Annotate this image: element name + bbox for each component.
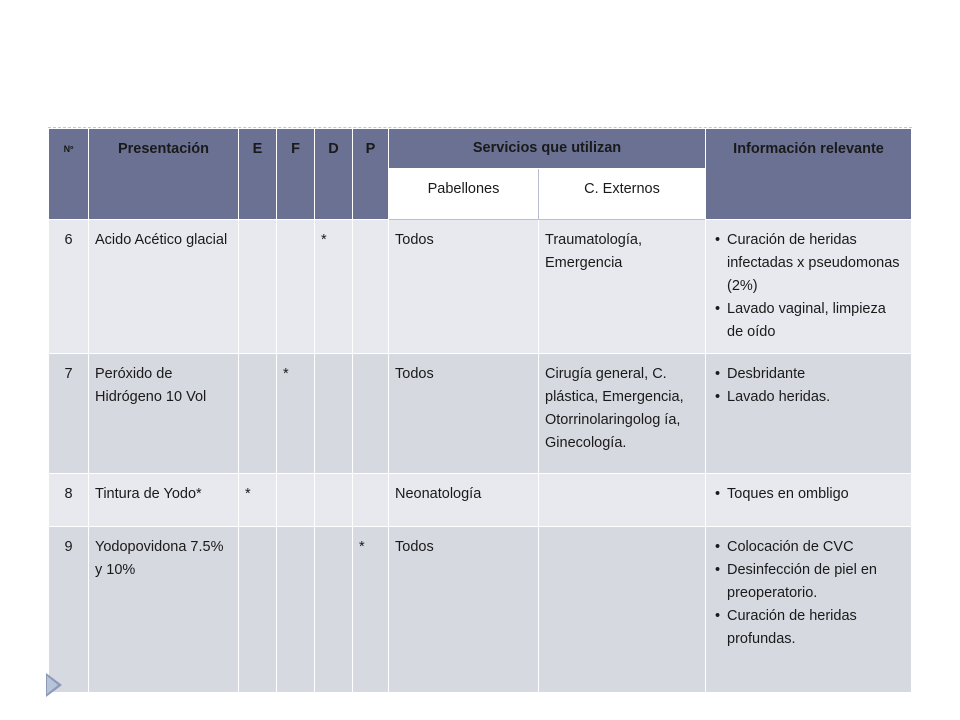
row-externos: Traumatología, Emergencia (539, 220, 706, 354)
header-presentacion: Presentación (89, 129, 239, 220)
row-externos: Cirugía general, C. plástica, Emergencia, Otorrinolaringolog ía, Ginecología. (539, 354, 706, 474)
row-pabellones: Neonatología (389, 474, 539, 527)
next-slide-arrow-icon[interactable] (46, 673, 62, 697)
row-d: * (315, 220, 353, 354)
row-e: * (239, 474, 277, 527)
row-f: * (277, 354, 315, 474)
info-item: • Toques en ombligo (712, 483, 905, 506)
row-num: 8 (49, 474, 89, 527)
info-item: • Lavado heridas. (712, 386, 905, 409)
row-info (706, 220, 912, 354)
row-info (706, 354, 912, 474)
row-num: 7 (49, 354, 89, 474)
row-e (239, 527, 277, 693)
info-item: • Desbridante (712, 363, 905, 386)
table-row (49, 474, 912, 527)
header-pabellones: Pabellones (389, 169, 539, 220)
row-num: 9 (49, 527, 89, 693)
info-item: • Lavado vaginal, limpieza de oído (712, 298, 905, 344)
info-item: • Curación de heridas profundas. (712, 605, 905, 651)
table-row (49, 220, 912, 354)
header-row (49, 129, 912, 169)
row-presentacion: Acido Acético glacial (89, 220, 239, 354)
table-row (49, 354, 912, 474)
row-e (239, 354, 277, 474)
table-row (49, 527, 912, 693)
row-d (315, 527, 353, 693)
row-pabellones: Todos (389, 220, 539, 354)
row-presentacion: Yodopovidona 7.5% y 10% (89, 527, 239, 693)
header-externos: C. Externos (539, 169, 706, 220)
row-p (353, 220, 389, 354)
row-num: 6 (49, 220, 89, 354)
row-presentacion: Tintura de Yodo* (89, 474, 239, 527)
row-info (706, 527, 912, 693)
row-p (353, 474, 389, 527)
header-p: P (353, 129, 389, 220)
header-info: Información relevante (706, 129, 912, 220)
info-item: • Curación de heridas infectadas x pseudomonas (2%) (712, 229, 905, 298)
header-num: Nº (49, 129, 89, 220)
row-f (277, 474, 315, 527)
header-e: E (239, 129, 277, 220)
row-d (315, 354, 353, 474)
row-pabellones: Todos (389, 354, 539, 474)
row-f (277, 527, 315, 693)
row-presentacion: Peróxido de Hidrógeno 10 Vol (89, 354, 239, 474)
antiseptics-table (48, 128, 912, 693)
header-f: F (277, 129, 315, 220)
info-item: • Desinfección de piel en preoperatorio. (712, 559, 905, 605)
row-p (353, 354, 389, 474)
row-pabellones: Todos (389, 527, 539, 693)
row-info (706, 474, 912, 527)
row-d (315, 474, 353, 527)
header-d: D (315, 129, 353, 220)
header-servicios: Servicios que utilizan (389, 129, 706, 169)
row-f (277, 220, 315, 354)
row-externos (539, 527, 706, 693)
row-externos (539, 474, 706, 527)
info-item: • Colocación de CVC (712, 536, 905, 559)
row-e (239, 220, 277, 354)
row-p: * (353, 527, 389, 693)
